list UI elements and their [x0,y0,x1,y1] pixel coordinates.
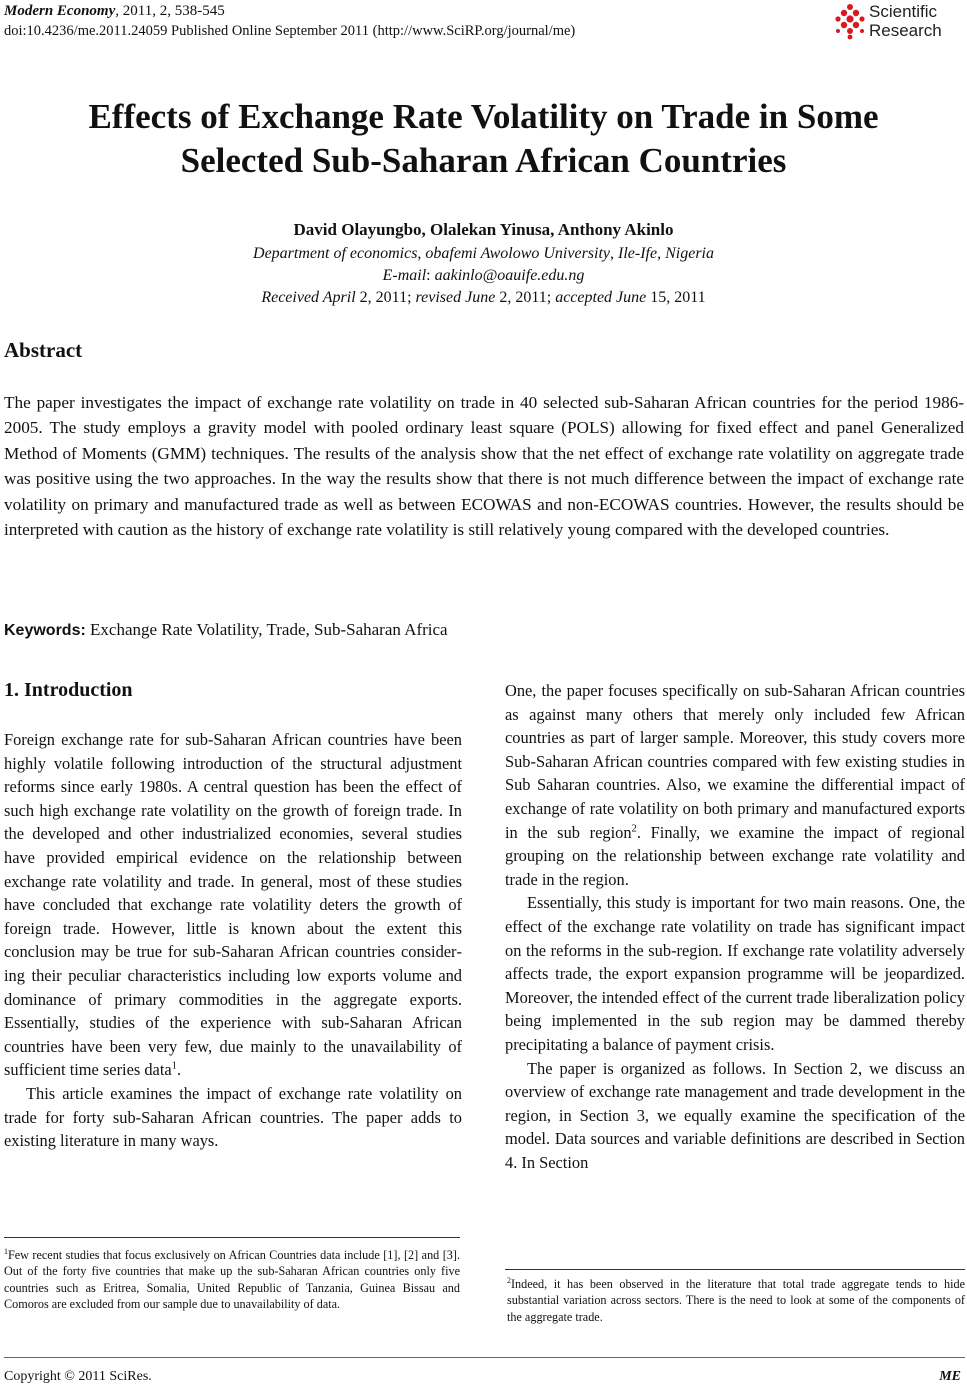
author-list: David Olayungbo, Olalekan Yinusa, Anthony Akinlo [293,220,674,239]
paragraph [4,728,462,1082]
paragraph-text-end: . Finally, we examine the impact of regional grouping on the relationship between exchange rate volatility and trade in the region. [505,822,965,889]
submission-dates [0,287,967,309]
abstract-text: The paper investigates the impact of exchange rate volatility on trade in 40 selected sub-Saharan African countries for the period 1986-2005. The study employs a gravity model with pooled ordinary least square (POLS) allowing for fixed effect and panel Generalized Method of Moments (GMM) techniques. The results of the analysis show that the net effect of exchange rate volatility on aggregate trade was positive using the two approaches. In the way the results show that there is not much difference between the impact of exchange rate volatility on primary and manufactured trade as well as between ECOWAS and non-ECOWAS countries. However, the results should be interpreted with caution as the history of exchange rate volatility is still relatively young compared with the developed countries. [4,393,964,540]
paragraph-text: One, the paper focuses specifically on sub-Saharan African countries as against many others that merely only included few African countries as part of larger sample. Moreover, this study covers more Sub-Saharan African countries compared with few existing studies in Sub Saharan countries. Also, we examine the differential impact of exchange of rate volatility on both primary and manufactured exports in the sub region [505,681,965,842]
keywords-label: Keywords: [4,622,86,639]
section-heading-introduction: 1. Introduction [4,679,133,701]
left-column [4,728,462,1153]
paper-title [0,95,967,183]
footnote-divider [4,1237,460,1238]
logo-dot [846,15,853,22]
received-label: Received April [261,289,356,306]
paragraph [505,679,965,891]
journal-volume: , 2011, 2, 538-545 [115,3,225,19]
footnote-number: 1 [4,1246,8,1256]
logo-dot [859,16,864,21]
journal-name: Modern Economy [4,3,116,19]
affiliation-dept: Department of economics [253,245,418,262]
revised-label: revised June [415,289,496,306]
abstract-heading: Abstract [4,338,83,362]
journal-abbreviation: ME [939,1369,961,1384]
logo-dot [841,22,847,28]
logo-dot [848,35,853,40]
logo-dot [835,16,840,21]
footnote-ref-1[interactable]: 1 [171,1060,177,1072]
email-line: E-mail: aakinlo@oauife.edu.ng [382,267,585,284]
logo-line-2: Research [869,21,942,40]
paragraph-text: Foreign exchange rate for sub-Saharan African countries have been highly volatile following introduction of the structural adjustment reforms since early 1980s. A central question has been the effect of such high exchange rate volatility on the growth of foreign trade. In the developed and other industrialized economies, several studies have provided empirical evidence on the relationship between exchange rate volatility and trade. In general, most of these studies have concluded that exchange rate volatility deters the growth of foreign trade. However, little is known about the extent this conclusion may be true for sub-Saharan African countries considering their peculiar characteristics including low exports volume and dominance of primary commodities in the aggregate exports. Essentially, studies of the experience with sub-Saharan African countries have been very few, due mainly to the unavailability of sufficient time series data [4,730,462,1080]
paragraph: The paper is organized as follows. In Section 2, we discuss an overview of exchange rate management and trade development in the region, in Section 3, we equally examine the specification of the model. Data sources and variable definitions are described in Section 4. In Section [505,1058,965,1172]
received-date: 2, 2011; [355,289,416,306]
logo-mark-icon [833,4,867,40]
logo-dot [847,28,853,34]
title-line-1: Effects of Exchange Rate Volatility on Trade in Some [88,97,879,136]
footnote-number: 2 [507,1275,511,1285]
affiliation-univ: obafemi Awolowo University [425,245,611,262]
affiliation-country: Nigeria [665,245,714,262]
paragraph-text-end: . [176,1060,182,1080]
footnote-2 [507,1276,965,1325]
affiliation-city: Ile-Ife [618,245,658,262]
logo-dot [836,29,840,33]
journal-citation [4,2,225,20]
email-label: E-mail [382,267,427,284]
email-address[interactable]: aakinlo@oauife.edu.ng [434,267,585,284]
keywords-text: Exchange Rate Volatility, Trade, Sub-Saharan Africa [85,620,448,639]
footer-divider [4,1357,965,1358]
revised-date: 2, 2011; [495,289,556,306]
right-column [505,679,965,1174]
logo-dot [853,22,859,28]
footnote-ref-2[interactable]: 2 [631,823,637,835]
copyright: Copyright © 2011 SciRes. [4,1369,152,1384]
doi-line[interactable]: doi:10.4236/me.2011.24059 Published Online September 2011 (http://www.SciRP.org/journal/me) [4,23,576,39]
footnote-text: Few recent studies that focus exclusively on African Countries data include [1], [2] and [3]. Out of the forty five countries that make up the sub-Saharan African countries only five countries such as Eritrea, Somalia, United Republic of Tanzania, Guinea Bissau and Comoros are excluded from our sample due to unavailability of data. [4,1248,460,1312]
footnote-divider [505,1269,965,1270]
logo-dot [860,29,864,33]
logo-dot [847,4,853,10]
accepted-date: 15, 2011 [646,289,706,306]
logo-dot [853,10,859,16]
footnote-1 [4,1247,460,1313]
publisher-logo [833,2,961,42]
title-line-2: Selected Sub-Saharan African Countries [180,141,787,180]
affiliation: Department of economics, obafemi Awolowo University, Ile-Ife, Nigeria [253,245,714,262]
keywords [4,619,448,642]
footnote-text: Indeed, it has been observed in the literature that total trade aggregate tends to hide substantial variation across sectors. There is the need to look at some of the components of the aggregate trade. [507,1277,965,1324]
logo-dot [841,10,847,16]
paragraph: This article examines the impact of exchange rate volatility on trade for forty sub-Saharan African countries. The paper adds to existing literature in many ways. [4,1083,462,1151]
logo-text [869,2,942,40]
paragraph: Essentially, this study is important for two main reasons. One, the effect of the exchange rate volatility on trade has significant impact on the reforms in the sub-region. If exchange rate volatility adversely affects trade, the export expansion programme will be jeopardized. Moreover, the intended effect of the current trade liberalization policy being implemented in the sub region may be dammed thereby precipitating a balance of payment crisis. [505,893,965,1054]
accepted-label: accepted June [555,289,647,306]
logo-line-1: Scientific [869,2,938,21]
